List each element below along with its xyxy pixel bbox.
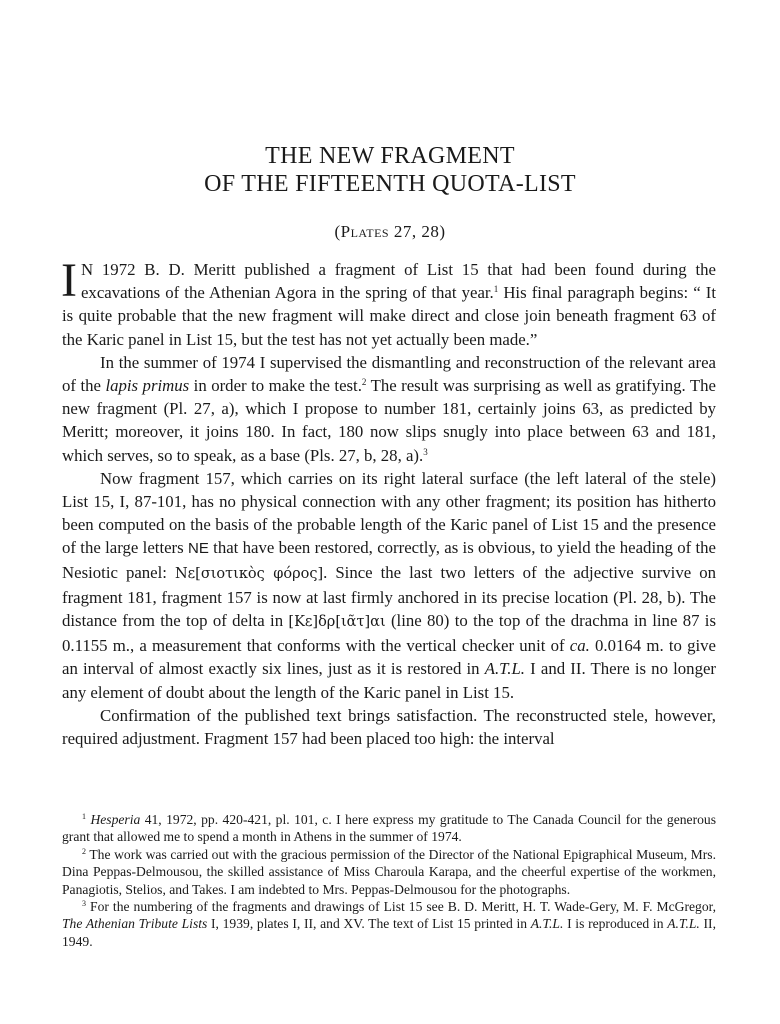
paragraph-3-text-c: . Since the last two letters of the adjective survive on fragment 181, fragment 157 is now at last firmly anchored in its precise location (Pl. 28, b). The distance from the top of delta in <box>62 562 716 631</box>
paragraph-2-text-b: in order to make the test. <box>189 376 362 396</box>
drop-cap: I <box>61 254 77 307</box>
footnote-3-text-d: II, 1949. <box>62 916 716 949</box>
paragraph-3-text-d: (line 80) to the top of the drachma in line 87 is 0.1155 m., a measurement that conforms with the vertical checker unit of <box>62 611 716 656</box>
paragraph-3-text-b: that have been restored, correctly, as is obvious, to yield the heading of the Nesiotic panel: <box>62 538 717 582</box>
article-body <box>61 254 717 750</box>
footnote-2-text: The work was carried out with the gracious permission of the Director of the National Epigraphical Museum, Mrs. Dina Peppas-Delmousou, the skilled assistance of Miss Charoula Karapa, and the cheerful expertise of the workmen, Panagiotis, Stelios, and Takes. I am indebted to Mrs. Peppas-Delmousou for the photographs. <box>62 846 716 897</box>
ne-letters: NE <box>188 540 209 558</box>
footnote-3-atl-2: A.T.L. <box>667 916 700 932</box>
footnote-1-number: 1 <box>82 812 86 821</box>
paragraph-1 <box>61 254 716 351</box>
paragraph-2 <box>62 351 716 467</box>
paragraph-3-text-e: 0.0164 m. to give an interval of almost exactly six lines, just as it is restored in <box>62 636 716 679</box>
footnote-2-number: 2 <box>82 846 86 856</box>
plates-open-paren: ( <box>334 222 341 241</box>
footnote-3-text-b: I, 1939, plates I, II, and XV. The text of List 15 printed in <box>207 916 531 932</box>
plates-numbers: 27, 28) <box>389 222 446 241</box>
paragraph-3-text-a: Now fragment 157, which carries on its right lateral surface (the left lateral of the stele) List 15, I, 87-101, has no physical connection with any other fragment; its position has hitherto been computed on the basis of the probable length of the Karic panel of List 15 and the presence of the large letters <box>62 468 716 558</box>
paragraph-1-text-a: N 1972 B. D. Meritt published a fragment of List 15 that had been found during the excavations of the Athenian Agora in the spring of that year. <box>80 260 716 303</box>
atl-abbrev: A.T.L. <box>484 659 525 679</box>
paragraph-4: Confirmation of the published text brings satisfaction. The reconstructed stele, however, required adjustment. Fragment 157 had been placed too high: the interval <box>62 705 716 749</box>
plates-reference <box>0 222 780 242</box>
paragraph-2-text-a: In the summer of 1974 I supervised the dismantling and reconstruction of the relevant area of the <box>62 352 716 396</box>
footnote-2 <box>62 846 716 898</box>
article-title-line-1: THE NEW FRAGMENT <box>265 143 515 169</box>
footnote-3-text-a: For the numbering of the fragments and drawings of List 15 see B. D. Meritt, H. T. Wade-Gery, M. F. McGregor, <box>86 899 716 915</box>
footnote-3-book-title: The Athenian Tribute Lists <box>62 916 208 932</box>
footnote-ref-1[interactable]: 1 <box>493 284 499 295</box>
article-title-line-2: OF THE FIFTEENTH QUOTA-LIST <box>204 171 576 197</box>
footnote-3-text-c: I is reproduced in <box>563 916 668 932</box>
paragraph-1-text-b: His final paragraph begins: “ It is quite probable that the new fragment will make direct and close join beneath fragment 63 of the Karic panel in List 15, but the test has not yet actually been made.” <box>62 283 716 349</box>
greek-heading: Νε[σιοτικὸς φόρος] <box>174 565 324 582</box>
footnote-3-number: 3 <box>82 899 86 909</box>
circa-abbrev: ca. <box>569 636 590 656</box>
paragraph-2-text-c: The result was surprising as well as gratifying. The new fragment (Pl. 27, a), which I propose to number 181, certainly joins 63, as predicted by Meritt; moreover, it joins 180. In fact, 180 now slips snugly into place between 63 and 181, which serves, so to speak, as a base (Pls. 27, b, 28, a). <box>62 376 716 465</box>
footnote-ref-2[interactable]: 2 <box>361 377 367 388</box>
footnote-1-journal: Hesperia <box>90 812 141 827</box>
footnote-ref-3[interactable]: 3 <box>423 446 428 457</box>
lapis-primus-term: lapis primus <box>105 376 190 396</box>
footnote-3-atl-1: A.T.L. <box>530 916 564 932</box>
footnote-3 <box>62 898 716 950</box>
paragraph-3-text-f: I and II. There is no longer any element of doubt about the length of the Karic panel in List 15. <box>62 659 716 702</box>
footnote-1 <box>62 811 716 846</box>
greek-kedriatai: [Κε]δρ[ιᾶτ]αι <box>288 614 386 631</box>
paragraph-3 <box>62 467 716 704</box>
plates-label: Plates <box>340 222 390 241</box>
footnote-1-text: 41, 1972, pp. 420-421, pl. 101, c. I here express my gratitude to The Canada Council for the generous grant that allowed me to spend a month in Athens in the summer of 1974. <box>62 812 716 845</box>
footnotes <box>62 811 716 950</box>
